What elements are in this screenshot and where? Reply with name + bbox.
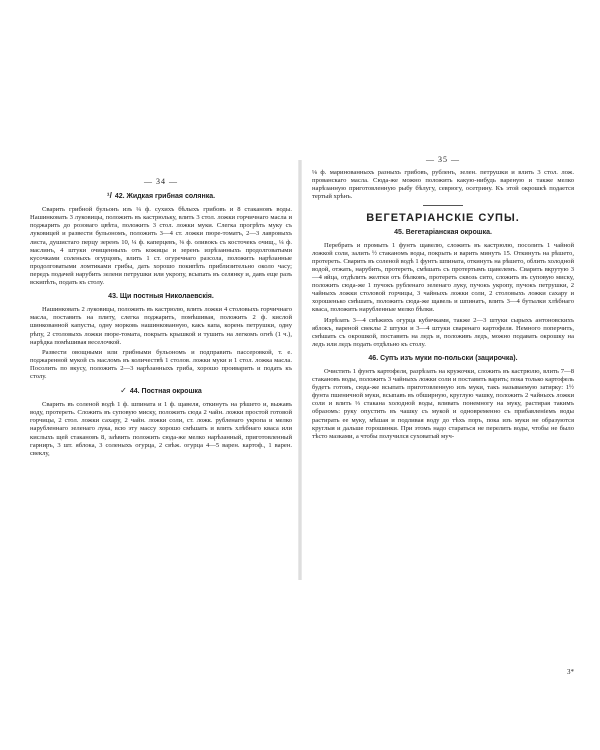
left-page-number: — 34 — [144,177,178,186]
pencil-mark-42: ¹/ [106,191,112,201]
recipe-46-text: Очистить 1 фунтъ картофеля, разрѣзать на кружочки, сложить въ кастрюлю, влить 7—8 стакановъ воды, положить 3 чайныхъ ложки соли и поставить варить; пока только картофель будетъ готовъ, сюда-же всыпать приготовленную изъ муки, такъ называемую затирку: 1½ фунта пшеничной муки, всыпавъ въ обширную, круглую чашку, положить 2 чайныхъ ложки соли и влить ⅓ стакана холодной воды, вливать понемногу на муку, растирая такимъ образомъ: руку опустить въ чашку съ мукой и одновременно съ прибавленіемъ воды растирать ее муку, мѣшая и подливая воду до тѣхъ поръ, пока изъ муки не образуются круглыя и дальше горошинки. При этомъ надо стараться не перелить воды, чтобы не было тѣсто мазками, а чтобы получился суховатый муч- [312,367,574,440]
recipe-44-title-text: 44. Постная окрошка [129,388,202,396]
recipe-42-title [30,192,292,201]
right-page [312,156,574,676]
recipe-44-title [30,387,292,396]
printer-signature-mark: 3* [567,667,574,676]
recipe-43-title: 43. Щи постныя Николаевскія. [108,293,214,301]
recipe-43-text-1: Нашинковать 2 луковицы, положить въ кастрюлю, влить ложки 4 столовыхъ горчичнаго масла, поставить на плиту, слегка поджарить, помѣшивая, положить 2 ф. кислой шинкованной капусты, одну морковь нашинкованную, какъ капа, корень петрушки, одну рѣпу, 2 столовыхъ ложки пюре-томата, покрыть крышкой и тушить на легкомъ огнѣ (1 ч.), нарѣдка помѣшивая веселочкой. [30,306,292,346]
recipe-42-text: Сварить грибной бульонъ изъ ¼ ф. сухихъ бѣлыхъ грибовъ и 8 стакановъ воды. Нашинковать 3 луковицы, положить въ кастрюльку, влить 3 стол. ложки горчичнаго масла и поджарить до розоваго цвѣта, положить 3 стол. ложки муки. Слегка прогрѣть муку съ луковицей и развести бульономъ, положить 3—4 ст. ложки пюре-томатъ, 2—3 лавровыхъ листа, душистаго перцу зеренъ 10, ¼ ф. каперцевъ, ⅛ ф. оливокъ съ косточекъ очищ., ¼ ф. маслинъ, 4 штуки очищенныхъ отъ кожицы и зеренъ изрѣзанныхъ продолговатыми кусочками соленыхъ огурцовъ, влить 1 ст. огуречнаго разсола, положить нарѣзанные продолговатыми ломтиками грибы, дать хорошо покипѣть приблизительно около часу; передъ подачей нарубить зелени петрушки или укропу, всыпать въ селянку и, давъ еще разъ вскипѣть, подать къ столу. [30,206,292,287]
recipe-44-text: Сварить въ соленой водѣ 1 ф. шпината и 1 ф. щавеля, откинуть на рѣшето и, выжавъ воду, протереть. Сложить въ суповую миску, положить сюда 2 чайн. ложки простой готовой горчицы, 2 стол. ложки сахару, 2 чайн. ложки соли, ст. ложк. рубленаго укропа и мелко нарубленнаго зеленаго лука, всю эту массу хорошо смѣшать и влить хлѣбнаго кваса или кислыхъ щей стакановъ 8, заѣвить положить сюда-же мелко нарѣзанный, приготовленный гарниръ, 3 шт. яблока, 3 соленыхъ огурца, 2 свѣж. огурца 4—5 варен. картоф., 1 варен. свеклу, [30,401,292,457]
recipe-44-continuation: ⅛ ф. маринованныхъ разныхъ грибовъ, рубленъ, зелен. петрушки и влить 3 стол. лож. прованскаго масла. Сюда-же можно положить какую-нибудь вареную и также мелко нарѣзанную приготовленную рыбу бѣлугу, севрюгу, осетрину. Къ этой окрошкѣ подается тертый хрѣнъ. [312,169,574,201]
recipe-45-title: 45. Вегетаріанская окрошка. [394,228,492,236]
section-divider [423,205,463,206]
book-gutter [298,160,302,580]
section-title: ВЕГЕТАРІАНСКІЕ СУПЫ. [366,212,520,225]
recipe-45-text-2: Изрѣзать 3—4 свѣжихъ огурца кубичками, также 2—3 штуки сырыхъ антоновскихъ яблокъ, вареной свеклы 2 штуки и 3—4 штуки сваренаго картофеля. Немного поперчить, смѣшать съ окрошкой, поставить на ледъ и, положивъ ледъ, можно подавать окрошку на ледъ или ледъ подать отдѣльно къ столу. [312,316,574,348]
recipe-43-text-2: Развести овощными или грибными бульономъ и подправить пассеровкой, т. е. поджаренной мукой съ масломъ въ количествѣ 1 столов. ложки муки и 1 стол. ложка масла. Посолить по вкусу, положить 2—3 нарѣзанныхъ гриба, хорошо проиварить и подать къ столу. [30,348,292,380]
right-page-number: — 35 — [426,155,460,164]
recipe-42-title-text: 42. Жидкая грибная солянка. [114,193,216,201]
left-page [30,178,292,698]
recipe-45-text-1: Перебрать и промыть 1 фунтъ щавелю, сложить въ кастрюлю, посолить 1 чайной ложкой соли, залить ½ стаканомъ воды, покрыть и варить минутъ 15. Откинуть на рѣшето, протереть. Сварить въ соленой водѣ 1 фунтъ шпината, откинуть на рѣшето, облить холодной водой, отжать, нарубить, протереть, смѣшать съ протертымъ щавелемъ. Сварить вкрутую 3—4 яйца, отдѣлить желтки отъ бѣлковъ, протереть сквозь сито, сложить въ суповую миску, положить сюда-же 1 пучокъ рубленаго зеленаго луку, пучокъ укропу, пучокъ петрушки, 2 чайныхъ ложки столовой горчицы, 3 чайныхъ ложки соли, 2 столовыхъ ложки сахару и хорошенько смѣшать, положить сюда-же щавель и шпинатъ, влить 3—4 бутылки хлѣбнаго кваса, положить нарубленные мелко бѣлки. [312,241,574,314]
check-mark-icon: ✓ [120,386,127,396]
recipe-46-title: 46. Супъ изъ муки по-польски (зацирочка). [368,354,518,362]
